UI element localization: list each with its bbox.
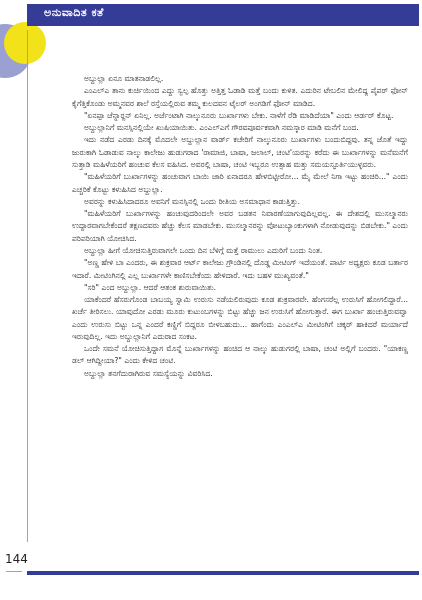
- paragraph: ಎಂಎಲ್‌ಎ ತಾನು ಕುರ್ಚಿಯಿಂದ ಎದ್ದು ಸ್ವಲ್ಪ ಹೊತ್ತು ಅತ್ತಿತ್ತ ಓಡಾಡಿ ಮತ್ತೆ ಬಂದು ಕುಳಿತ. ಎದುರಿನ ಟೇಬಲಿನ ಮೇಲಿದ್ದ ಪೈಪರ್ ಫೋನ್ ಕೈಗೆತ್ತಿಕೊಂಡು ಅಮ್ಮನವರ ಶಾಲೆ ರಸ್ತೆಯಲ್ಲಿರುವ ತಮ್ಮ ಕುಲದವನ ಟೈಲರ್ ಅಂಗಡಿಗೆ ಫೋನ್ ಮಾಡಿದ.: [72, 86, 408, 108]
- footer-left-rule: [6, 571, 22, 572]
- paragraph: "ಮಹಿಳೆಯರಿಗೆ ಬುರ್ಖಾಗಳನ್ನು ಹಂಚುವುದರಿಂದಲೇ ಅವರ ಬಡತನ ನಿವಾರಣೆಯಾಗುವುದಿಲ್ಲವಲ್ಲ. ಈ ದೇಶದಲ್ಲಿ ಮುಸಲ್ಮಾನರು ಉದ್ಧಾರವಾಗಬೇಕೆಂದರೆ ತಕ್ಷಣದವರು ಹೆಚ್ಚು ಕೆಲಸ ಮಾಡಬೇಕು. ಮುಸಲ್ಮಾನರನ್ನು ವೋಟುಬ್ಯಾಂಕುಗಳಾಗಿ ನೋಡುವುದನ್ನು ಬಿಡಬೇಕು." ಎಂದು ಪರಿಪರಿಯಾಗಿ ಯೋಚಿಸಿದ.: [72, 209, 408, 243]
- paragraph: ಅಬ್ದುಲ್ಲಾನಿಗೆ ಮನಸ್ಸಿನಲ್ಲಿಯೇ ಖುಷಿಯಾಯಿತು. ಎಂಎಲ್‌ಎಗೆ ಗೌರವಪೂರ್ವಕವಾಗಿ ನಮಸ್ಕಾರ ಮಾಡಿ ಮನೆಗೆ ಬಂದ.: [84, 123, 359, 133]
- paragraph: ಯಾಕೆಂದರೆ ಹೆಸರುಗೊಂಡ ಬಾಬಯ್ಯ ಸ್ವಾಮಿ ಉರುಸು ನಡೆಯಲಿರುವುದು ಕೂಡ ಶುಕ್ರವಾರವೇ. ಹೆಂಗಸರೆಲ್ಲ ಉರುಸಿಗೆ ಹೋಗಲಿದ್ದಾರೆ... ಖರ್ಚೆ ತೀರಿಸಲು. ಯಾವುದೋ ಎರಡು ಮೂರು ಕುಟುಂಬಗಳನ್ನು ಬಿಟ್ಟು ಹೆಚ್ಚು ಜನ ಉರುಸಿಗೆ ಹೋಗುತ್ತಾರೆ. ಈಗ ಬುರ್ಖಾ ಹಂಚುತ್ತಿರುವವ್ವಾ ಎಂದು ಉರುಸು ಬಿಟ್ಟು ಒನ್ನ ಎಂದರೆ ಕಣ್ಣಿಗೆ ಬಿದ್ದರೂ ಬೀಳಬಹುದು... ಹಾಗೆಂದು ಎಂಎಲ್‌ಎ ಮೀಟಿಂಗಿಗೆ ಚಕ್ಕರ್ ಹಾಕಿದರೆ ಮರ್ಯಾದೆ ಇರುವುದಿಲ್ಲ. ಇದು ಅಬ್ದುಲ್ಲಾನಿಗೆ ಎದುರಾದ ಸಂಕಟ.: [72, 295, 408, 341]
- decorative-yellow-circle: [4, 22, 46, 64]
- paragraph: ಅಬ್ದುಲ್ಲಾ ತನಗೆದುರಾಗಿರುವ ಸಮಸ್ಯೆಯನ್ನು ವಿವರಿಸಿದ.: [84, 368, 213, 378]
- story-body: [72, 73, 408, 380]
- paragraph: ಅಬ್ದುಲ್ಲಾ ಏನೂ ಮಾತನಾಡಲಿಲ್ಲ.: [84, 74, 164, 83]
- left-margin-rule: [27, 30, 28, 542]
- paragraph: ಇದು ನಡೆದ ಎರಡು ದಿನಕ್ಕೆ ಮೊದಲೇ ಅಬ್ದುಲ್ಲಾನ ವಾರ್ಡ್ ಕಚೇರಿಗೆ ನಾಲ್ಕುನೂರು ಬುರ್ಖಾಗಳು ಬಂದುಬಿದ್ದವು. ತನ್ನ ಜೊತೆ ಇದ್ದು ಜುರುಕಾಗಿ ಓಡಾಡುವ ನಾಲ್ಕು ಕಾಲೇಜು ಹುಡುಗರಾದ 'ರಾಮಾಜಿ, ಬಾಷಾ, ಜಲಾಲ್, ಚಂಟಿ'ಯರನ್ನು ಕರೆದು ಈ ಬುರ್ಖಾಗಳನ್ನು ಮನೆಮನೆಗೆ ಸುತ್ತಾಡಿ ಮಹಿಳೆಯರಿಗೆ ಹಂಚುವ ಕೆಲಸ ವಹಿಸಿದ. ಅವರಲ್ಲಿ ಬಾಷಾ, ಚಂಟಿ ಇಬ್ಬರೂ ಉತ್ಸಾಹ ಮತ್ತು ಸಮಯಸ್ಫೂರ್ತಿಯುಳ್ಳವರು.: [72, 135, 408, 169]
- paragraph: "ಮಹಿಳೆಯರಿಗೆ ಬುರ್ಖಾಗಳನ್ನು ಹಂಚುವಾಗ ಬಾಯಿ ಜಾರಿ ಏನಾದರೂ ಹೇಳಬಿಟ್ಟೀರೋ... ಮೈ ಮೇಲೆ ನಿಗಾ ಇಟ್ಟು ಹಂಚಿರಿ..." ಎಂದು ಎಚ್ಚರಿಕೆ ಕೊಟ್ಟು ಕಳುಹಿಸಿದ ಅಬ್ದುಲ್ಲಾ.: [72, 172, 408, 194]
- paragraph: "ಏನಪ್ಪಾ ಜೆನ್ನಾರ್‍ದನ್ ಏನಿಲ್ಲ. ಅರ್ಜೆಂಟಾಗಿ ನಾಲ್ಕುನೂರು ಬುರ್ಖಾಗಳು ಬೇಕು. ನಾಳೆಗೆ ರೆಡಿ ಮಾಡಿದೆಯಾ" ಎಂದು ಆರ್ಡರ್ ಕೊಟ್ಟ.: [84, 110, 394, 120]
- footer-bar: [27, 571, 419, 575]
- paragraph: "ಅಣ್ಣ ಹೇಳಿ ಬಾ ಎಂದರು, ಈ ಶುಕ್ರವಾರ ಆರ್ಟ್ ಕಾಲೇಜು ಗ್ರೌಂಡಿನಲ್ಲಿ ದೊಡ್ಡ ಮೀಟಿಂಗ್ ಇದೆಯಂತೆ. ಪಾರ್ಟಿ ಅಧ್ಯಕ್ಷರು ಕೂಡ ಬರ್ತಾರ ಇದಾರೆ. ಮೀಟಿಂಗಿನಲ್ಲಿ ಎಲ್ಲ ಬುರ್ಖಾಗಳೇ ಕಾಣಿಸಬೇಕೆಂದು ಹೇಳಿದಾರೆ. ಇದು ಬಹಳ ಮುಖ್ಯವಂತೆ.": [72, 258, 408, 280]
- page-number: 144: [5, 552, 28, 566]
- section-title: ಅನುವಾದಿತ ಕತೆ: [44, 6, 104, 19]
- paragraph: ಅವರನ್ನು ಕಳುಹಿಸಿದಾದರೂ ಅವನಿಗೆ ಮನಸ್ಸಿನಲ್ಲಿ ಒಂದು ರೀತಿಯ ಅಸಮಾಧಾನ ಕಾಡುತ್ತಿತ್ತು.: [84, 196, 301, 206]
- paragraph: ಒಂದೇ ಸಮನೆ ಯೋಚಿಸುತ್ತಿದ್ದಾಗ ಮೊನ್ನೆ ಬುರ್ಖಾಗಳನ್ನು ಹಂಚಿದ ಆ ನಾಲ್ಕು ಹುಡುಗರಲ್ಲಿ ಬಾಷಾ, ಚಂಟಿ ಅಲ್ಲಿಗೆ ಬಂದರು. "ಯಾಕಣ್ಣ ಡಲ್ ಆಗಿದ್ದೀಯಾ?" ಎಂದು ಕೇಳಿದ ಚಂಟಿ.: [72, 344, 408, 366]
- paragraph: "ಸರಿ" ಎಂದ ಅಬ್ದುಲ್ಲಾ. ಆದರೆ ಆತಂಕ ಶುರುವಾಯಿತು.: [84, 282, 217, 292]
- paragraph: ಅಬ್ದುಲ್ಲಾ ಹೀಗೆ ಯೋಚಿಸುತ್ತಿರುವಾಗಲೇ ಒಂದು ದಿನ ಬೆಳಿಗ್ಗೆ ಮತ್ತೆ ರಾಮುಲು ಎದುರಿಗೆ ಬಂದು ನಿಂತ.: [84, 245, 323, 255]
